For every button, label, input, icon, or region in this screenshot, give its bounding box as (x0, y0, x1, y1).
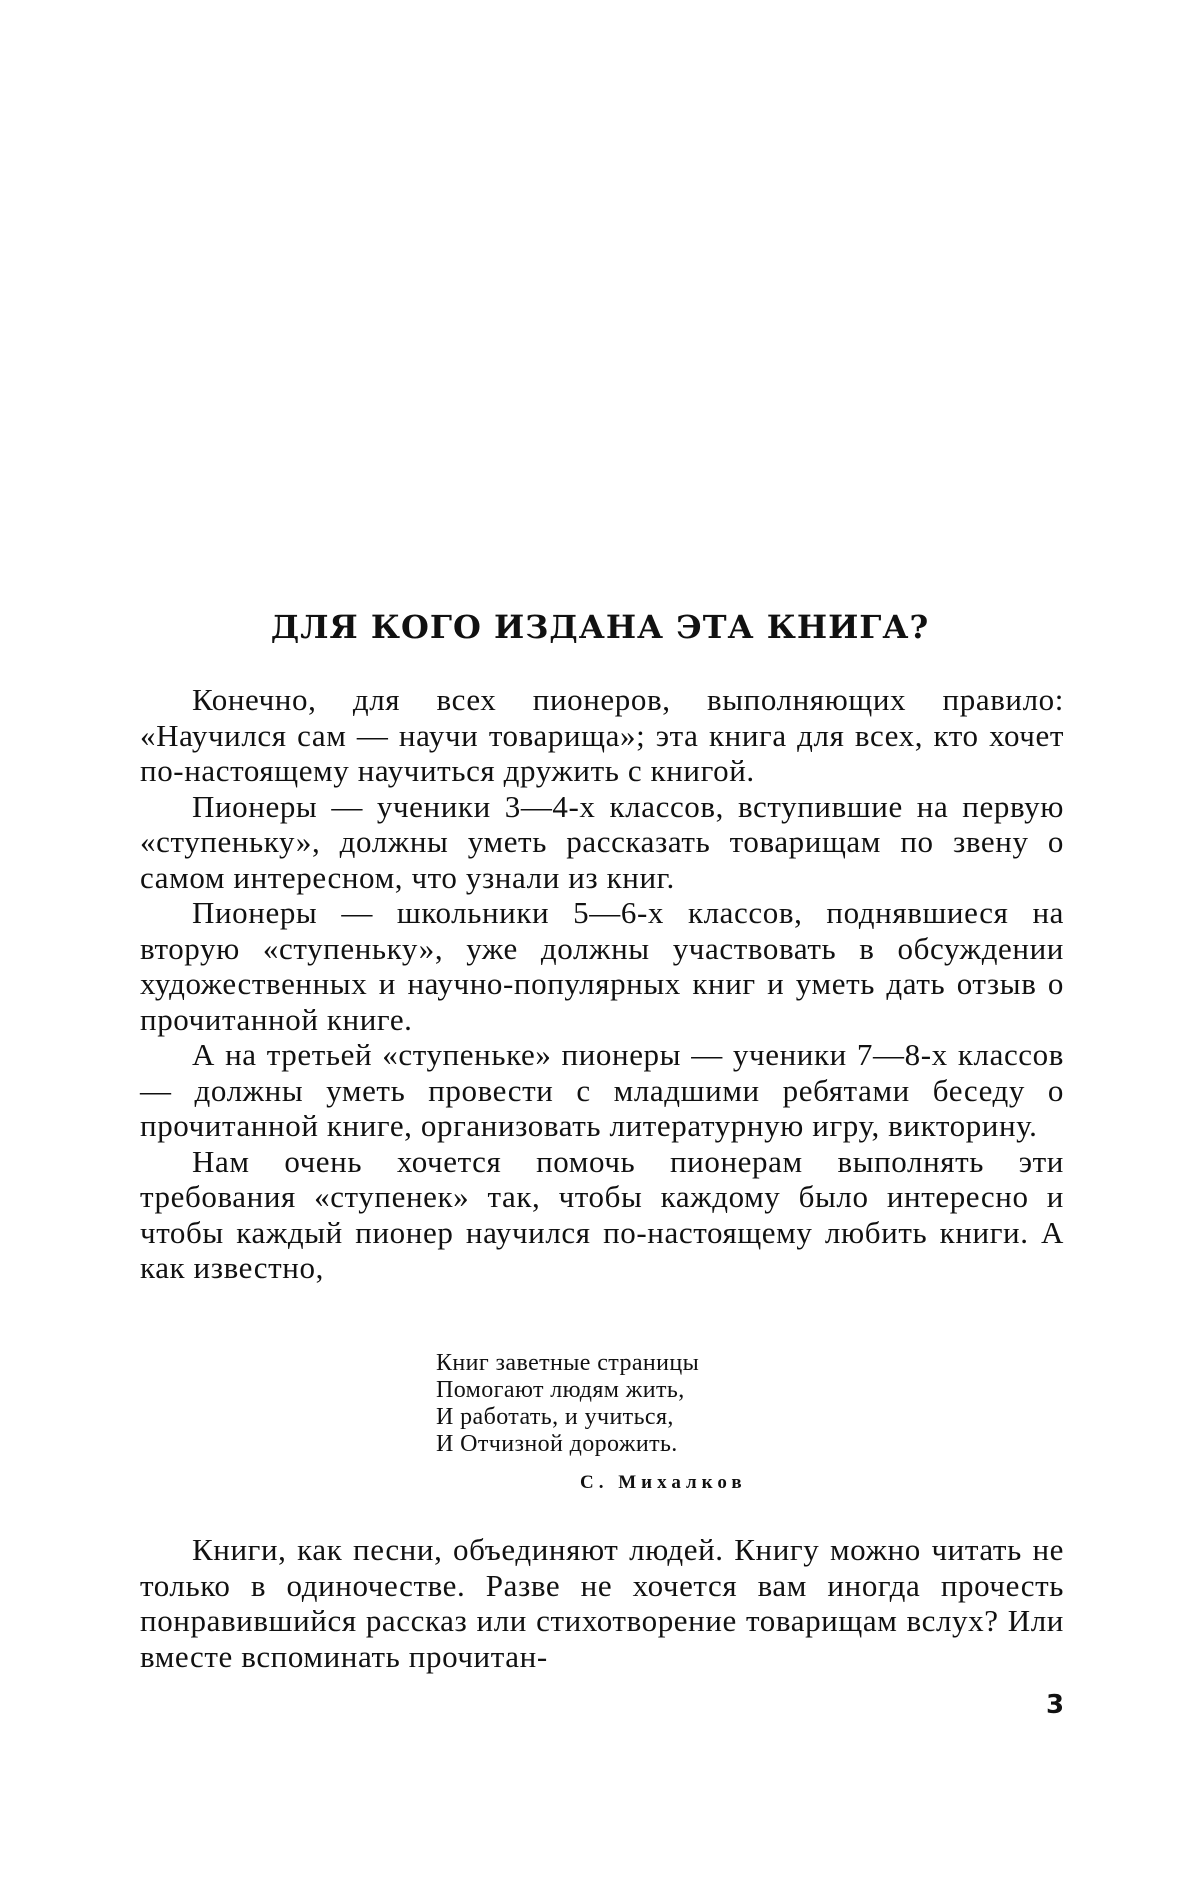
page-heading: ДЛЯ КОГО ИЗДАНА ЭТА КНИГА? (270, 608, 930, 646)
paragraph: А на третьей «ступеньке» пионеры — ученики 7—8-х классов — должны уметь провести с младшими ребятами беседу о прочитанной книге, организовать литературную игру, викторину. (140, 1037, 1064, 1143)
poem-line: И Отчизной дорожить. (436, 1431, 678, 1457)
paragraph: Пионеры — ученики 3—4-х классов, вступившие на первую «ступеньку», должны уметь рассказать товарищам по звену о самом интересном, что узнали из книг. (140, 788, 1064, 895)
paragraph: Конечно, для всех пионеров, выполняющих правило: «Научился сам — научи товарища»; эта книга для всех, кто хочет по-настоящему научиться дружить с книгой. (140, 682, 1064, 788)
paragraph: Нам очень хочется помочь пионерам выполнять эти требования «ступенек» так, чтобы каждому было интересно и чтобы каждый пионер научился по-настоящему любить книги. А как известно, (140, 1143, 1064, 1285)
paragraph: Пионеры — школьники 5—6-х классов, поднявшиеся на вторую «ступеньку», уже должны участвовать в обсуждении художественных и научно-популярных книг и уметь дать отзыв о прочитанной книге. (140, 895, 1064, 1037)
poem-line: И работать, и учиться, (436, 1404, 674, 1430)
poem-epigraph (436, 1350, 699, 1458)
page-number: 3 (1046, 1690, 1065, 1720)
poem-line: Помогают людям жить, (436, 1377, 685, 1403)
poem-author: С. Михалков (580, 1472, 747, 1493)
paragraph: Книги, как песни, объединяют людей. Книгу можно читать не только в одиночестве. Разве не хочется вам иногда прочесть понравившийся рассказ или стихотворение товарищам вслух? Или вместе вспоминать прочитан- (140, 1532, 1064, 1674)
closing-text (140, 1532, 1064, 1674)
body-text (140, 682, 1064, 1286)
poem-line: Книг заветные страницы (436, 1350, 700, 1376)
